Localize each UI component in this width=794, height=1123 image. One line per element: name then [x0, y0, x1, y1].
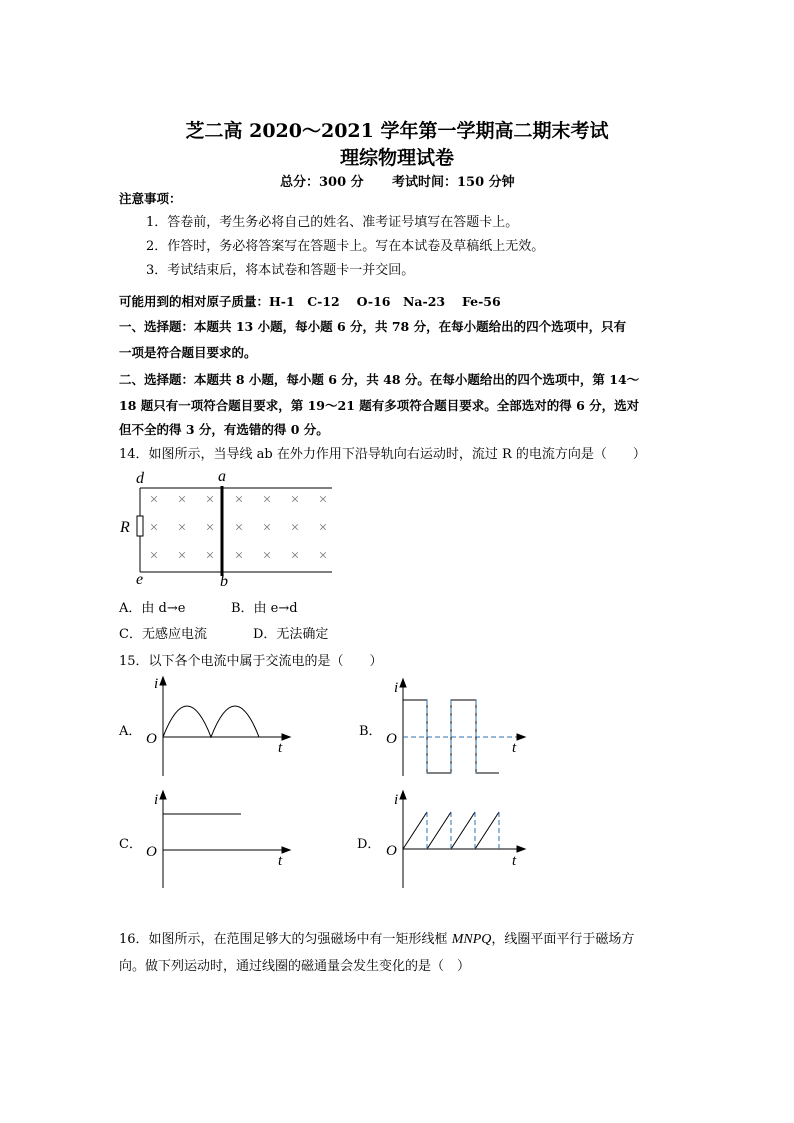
note-item: 2．作答时，务必将答案写在答题卡上。写在本试卷及草稿纸上无效。 [146, 239, 545, 254]
field-cross: × [318, 492, 328, 508]
q15-graph-b [381, 676, 531, 778]
field-cross: × [177, 520, 187, 536]
sawtooth-ramp [451, 812, 475, 849]
label-d: d [136, 470, 144, 487]
q14-option-d: D．无法确定 [253, 627, 329, 642]
field-cross: × [262, 520, 272, 536]
axis-t: t [278, 740, 283, 756]
rectified-wave [163, 706, 259, 737]
field-cross: × [149, 520, 159, 536]
q16-stem-line2: 向。做下列运动时，通过线圈的磁通量会发生变化的是（ ） [119, 959, 471, 974]
field-cross: × [290, 548, 300, 564]
field-cross: × [262, 492, 272, 508]
field-cross: × [234, 548, 244, 564]
atomic-masses: 可能用到的相对原子质量：H-1 C-12 O-16 Na-23 Fe-56 [119, 294, 501, 309]
q14-option-c: C．无感应电流 [119, 627, 207, 642]
q15-stem: 15．以下各个电流中属于交流电的是（ ） [119, 654, 383, 669]
svg-text:t: t [512, 740, 517, 756]
section1-line: 一、选择题：本题共 13 小题，每小题 6 分，共 78 分，在每小题给出的四个选项中，只有 [119, 319, 627, 334]
field-cross: × [177, 492, 187, 508]
exam-title: 芝二高 2020～2021 学年第一学期高二期末考试 [185, 120, 609, 142]
field-cross: × [290, 492, 300, 508]
q14-stem: 14．如图所示，当导线 ab 在外力作用下沿导轨向右运动时，流过 R 的电流方向是（ ） [119, 447, 646, 462]
paper-subtitle: 理综物理试卷 [339, 147, 454, 169]
magnetic-field-crosses [150, 492, 327, 564]
field-cross: × [149, 492, 159, 508]
section1-line: 一项是符合题目要求的。 [119, 345, 257, 360]
label-e: e [136, 571, 144, 588]
notes-heading: 注意事项： [119, 191, 182, 206]
label-r: R [120, 519, 130, 536]
field-cross: × [205, 548, 215, 564]
field-cross: × [290, 520, 300, 536]
field-cross: × [177, 548, 187, 564]
q16-text: 16．如图所示，在范围足够大的匀强磁场中有一矩形线框 [119, 932, 452, 947]
svg-text:O: O [386, 843, 397, 859]
q15-option-d-label: D． [357, 837, 381, 852]
field-cross: × [205, 492, 215, 508]
q16-frame-name: MNPQ [451, 932, 492, 947]
q15-option-c-label: C． [119, 837, 142, 852]
svg-text:i: i [394, 680, 399, 696]
q15-option-b-label: B． [359, 724, 382, 739]
q14-option-b: B．由 e→d [231, 601, 298, 616]
note-item: 1．答卷前，考生务必将自己的姓名、准考证号填写在答题卡上。 [146, 215, 519, 230]
q15-graph-d [381, 788, 531, 890]
section2-line: 但不全的得 3 分，有选错的得 0 分。 [119, 422, 329, 437]
q14-circuit-diagram [112, 466, 342, 590]
sawtooth-ramp [475, 812, 499, 849]
q16-text: ，线圈平面平行于磁场方 [491, 932, 635, 947]
field-cross: × [234, 520, 244, 536]
field-cross: × [205, 520, 215, 536]
section2-line: 18 题只有一项符合题目要求，第 19～21 题有多项符合题目要求。全部选对的得 6 分，选对 [119, 398, 640, 413]
svg-text:O: O [386, 731, 397, 747]
exam-time: 考试时间：150 分钟 [392, 175, 515, 190]
sawtooth-ramp [403, 812, 427, 849]
axis-i: i [154, 676, 159, 692]
svg-text:i: i [394, 792, 399, 808]
label-a: a [218, 468, 226, 485]
field-cross: × [318, 520, 328, 536]
label-b: b [220, 573, 228, 590]
q15-graph-c [140, 788, 300, 890]
q14-option-a: A．由 d→e [119, 601, 186, 616]
q15-option-a-label: A． [119, 724, 142, 739]
svg-text:t: t [278, 853, 283, 869]
section2-line: 二、选择题：本题共 8 小题，每小题 6 分，共 48 分。在每小题给出的四个选项中，第 14～ [119, 372, 640, 387]
svg-text:t: t [512, 853, 517, 869]
field-cross: × [234, 492, 244, 508]
origin-o: O [146, 731, 157, 747]
resistor-r [137, 516, 143, 536]
sawtooth-ramp [427, 812, 451, 849]
q15-graph-a [140, 674, 300, 778]
field-cross: × [262, 548, 272, 564]
y-axis-arrow [160, 677, 166, 685]
svg-text:O: O [146, 844, 157, 860]
field-cross: × [149, 548, 159, 564]
svg-text:i: i [154, 792, 159, 808]
field-cross: × [318, 548, 328, 564]
q16-stem-line1 [119, 928, 634, 948]
note-item: 3．考试结束后，将本试卷和答题卡一并交回。 [146, 263, 415, 278]
x-axis-arrow [282, 734, 290, 740]
total-score: 总分：300 分 [280, 175, 364, 190]
